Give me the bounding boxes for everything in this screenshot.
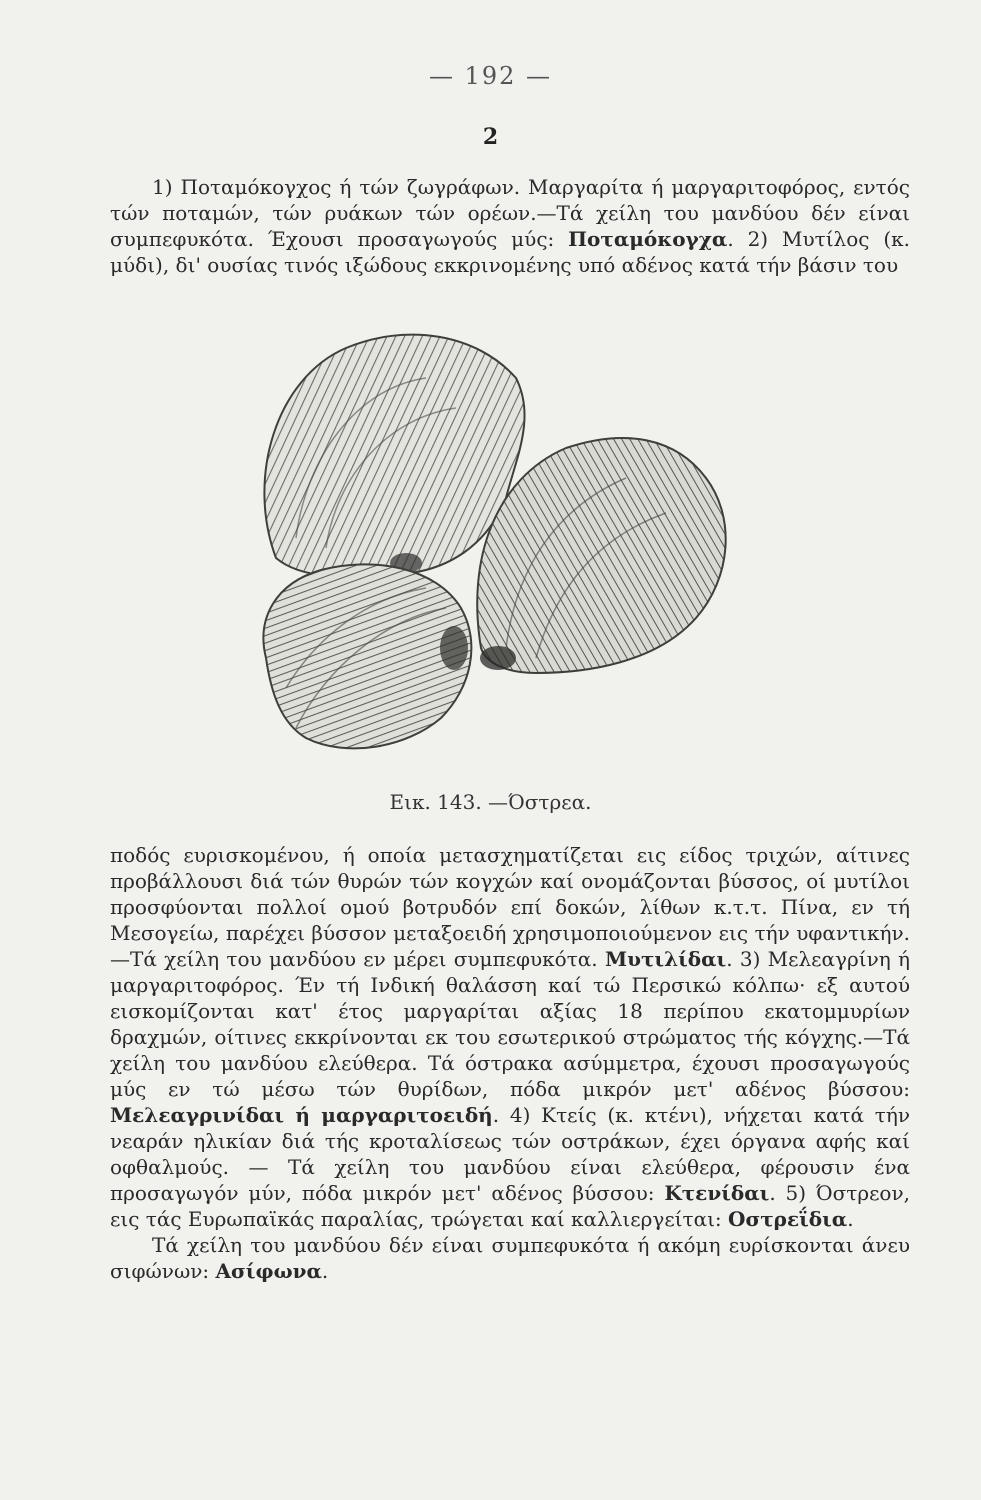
text-run: . [847,1207,854,1231]
oyster-illustration [236,318,746,778]
shell-bottom-left [263,564,471,748]
term-bold: Ασίφωνα [215,1259,322,1283]
shell-right [477,438,725,673]
text-run: . [321,1259,329,1283]
term-bold: Μυτιλίδαι [604,947,727,971]
text-run: . 2) Μυτίλος (κ. μύδι), δι' ουσίας τινός ιξώδους εκκρινομένης υπό αδένος κατά τήν βάσιν του [110,227,911,277]
page-number: — 192 — [428,62,553,90]
text-run: Τά χείλη του μανδύου δέν είναι συμπεφυκότα ή ακόμη ευρίσκονται άνευ σιφώνων: [110,1233,910,1283]
figure-caption: Εικ. 143. —Όστρεα. [389,790,592,814]
text-run: . 5) Όστρεον, εις τάς Ευρωπαϊκάς παραλίας, τρώγεται καί καλλιεργείται: [110,1181,910,1231]
text-run: . 4) Κτείς (κ. κτένι), νήχεται κατά τήν νεαράν ηλικίαν διά τής κροταλίσεως τών οστράκων, έχει όργανα αφής καί οφθαλμούς. — Τά χείλη του μανδύου είναι ελεύθερα, φέρουσιν ένα προσαγωγόν μύν, πόδα μικρόν μετ' αδένος βύσσου: [110,1103,910,1205]
page-mark: 2 [482,124,499,150]
text-run: . 3) Μελεαγρίνη ή μαργαριτοφόρος. Έν τή Ινδική θαλάσση καί τώ Περσικώ κόλπω· εξ αυτού εισκομίζονται κατ' έτος μαργαρίται αξίας 18 περίπου εκατομμυρίων δραχμών, οίτινες εκκρίνονται εκ του εσωτερικού στρώματος τής κόγχης.—Τά χείλη του μανδύου ελεύθερα. Τά όστρακα ασύμμετρα, έχουσι προσαγωγούς μύς εν τώ μέσω τών θυρίδων, πόδα μικρόν μετ' αδένος βύσσου: [110,947,911,1101]
text-run: ποδός ευρισκομένου, ή οποία μετασχηματίζεται εις είδος τριχών, αίτινες προβάλλουσι διά τών θυρών τών κογχών καί ονομάζονται βύσσος, οί μυτίλοι προσφύονται πολλοί ομού βοτρυδόν επί δοκών, λίθων κ.τ.τ. Πίνα, εν τή Μεσογείω, παρέχει βύσσον μεταξοειδή χρησιμοποιούμενον εις τήν υφαντικήν.—Τά χείλη του μανδύου εν μέρει συμπεφυκότα. [110,843,910,971]
paragraph-top [110,174,910,278]
paragraph-bottom [110,842,910,1284]
term-bold: Οστρεΐδια [728,1207,848,1231]
text-run: 1) Ποταμόκογχος ή τών ζωγράφων. Μαργαρίτα ή μαργαριτοφόρος, εντός τών ποταμών, τών ρυάκων τών ορέων.—Τά χείλη του μανδύου δέν είναι συμπεφυκότα. Έχουσι προσαγωγούς μύς: [110,175,910,251]
term-bold: Μελεαγρινίδαι ή μαργαριτοειδή [110,1103,493,1127]
term-bold: Κτενίδαι [664,1181,770,1205]
term-bold: Ποταμόκογχα [568,227,728,251]
